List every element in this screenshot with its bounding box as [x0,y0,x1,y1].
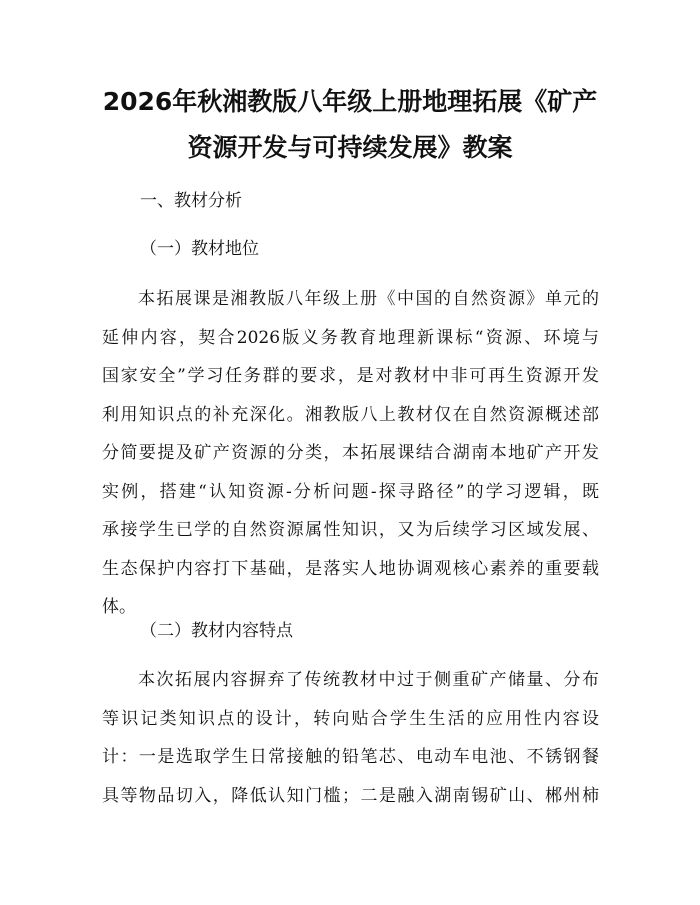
paragraph-line: 本拓展课是湘教版八年级上册《中国的自然资源》单元的 [138,289,599,309]
paragraph-line: 利用知识点的补充深化。湘教版八上教材仅在自然资源概述部 [102,404,599,425]
document-title-line-1: 2026年秋湘教版八年级上册地理拓展《矿产 [102,87,598,116]
section-heading-textbook-analysis: 一、教材分析 [140,191,242,211]
paragraph-line: 延伸内容，契合2026版义务教育地理新课标“资源、环境与 [102,327,599,348]
subsection-heading-content-features: （二）教材内容特点 [140,621,293,641]
subsection-heading-textbook-position: （一）教材地位 [140,239,259,259]
paragraph-textbook-position [102,280,599,627]
paragraph-line: 计：一是选取学生日常接触的铅笔芯、电动车电池、不锈钢餐 [102,747,599,767]
paragraph-line: 实例，搭建“认知资源-分析问题-探寻路径”的学习逻辑，既 [102,481,599,502]
paragraph-line: 承接学生已学的自然资源属性知识，又为后续学习区域发展、 [102,520,599,540]
paragraph-line: 具等物品切入，降低认知门槛；二是融入湖南锡矿山、郴州柿 [102,785,599,806]
paragraph-line: 生态保护内容打下基础，是落实人地协调观核心素养的重要载 [102,558,599,579]
paragraph-line: 国家安全”学习任务群的要求，是对教材中非可再生资源开发 [102,366,599,386]
paragraph-line: 等识记类知识点的设计，转向贴合学生生活的应用性内容设 [102,708,599,729]
document-title-line-2: 资源开发与可持续发展》教案 [187,133,513,162]
paragraph-line: 分简要提及矿产资源的分类，本拓展课结合湖南本地矿产开发 [102,443,599,463]
paragraph-content-features [102,661,599,815]
paragraph-line: 本次拓展内容摒弃了传统教材中过于侧重矿产储量、分布 [138,670,599,690]
paragraph-line: 体。 [102,597,136,617]
